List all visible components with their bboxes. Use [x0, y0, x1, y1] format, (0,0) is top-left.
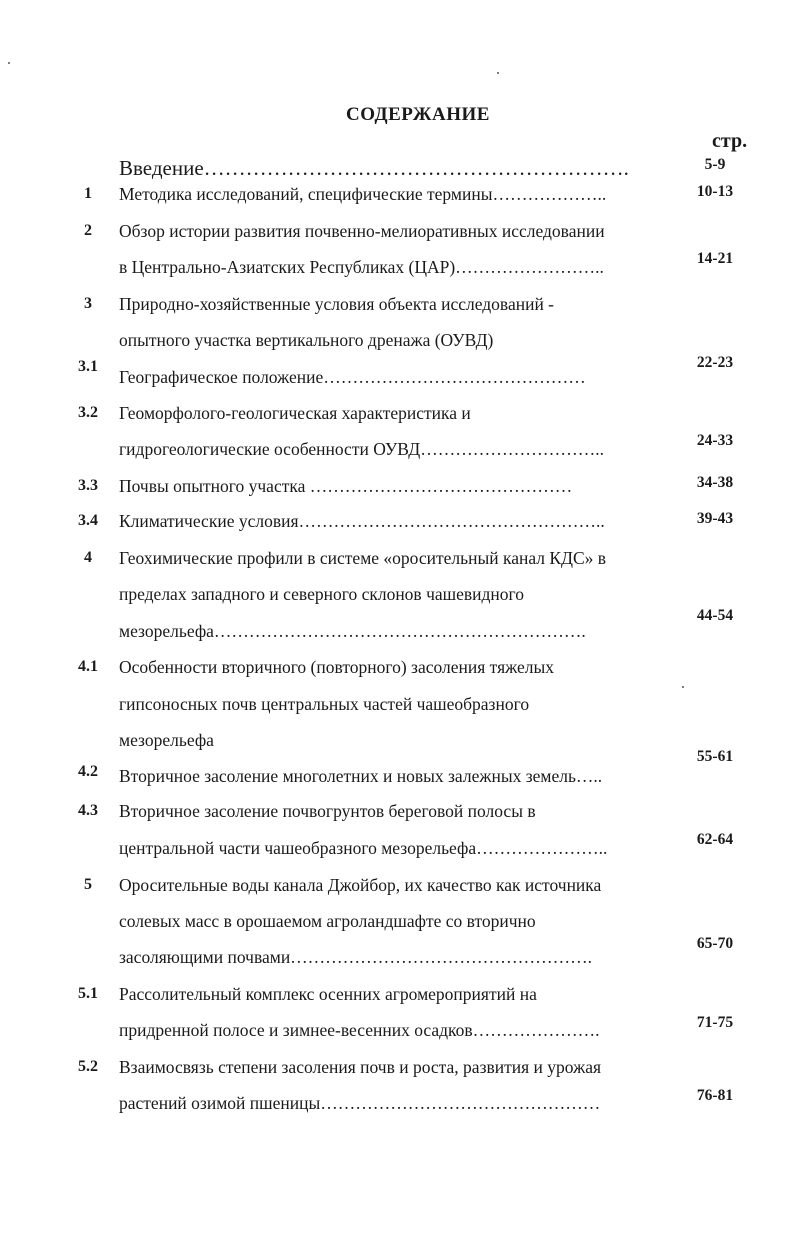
toc-2-number: 2 — [84, 222, 92, 239]
toc-5-text-line1: Оросительные воды канала Джойбор, их качество как источника — [119, 875, 602, 895]
toc-3-1-number: 3.1 — [78, 358, 98, 375]
toc-3-1-pages: 22-23 — [696, 354, 734, 371]
toc-3-4-pages: 39-43 — [696, 510, 734, 527]
toc-5-2-number: 5.2 — [78, 1058, 98, 1075]
toc-4-2-pages: 55-61 — [696, 748, 734, 765]
toc-2-text-line1: Обзор истории развития почвенно-мелиоративных исследовании — [119, 221, 605, 241]
toc-4-3-number: 4.3 — [78, 802, 98, 819]
toc-3-text-line1: Природно-хозяйственные условия объекта исследований - — [119, 294, 555, 314]
toc-4-3-text-line1: Вторичное засоление почвогрунтов береговой полосы в — [119, 801, 536, 821]
toc-3-4-text: Климатические условия…………………………………………….. — [119, 511, 605, 531]
toc-5-2-text-line1: Взаимосвязь степени засоления почв и роста, развития и урожая — [119, 1057, 602, 1077]
toc-5-1-number: 5.1 — [78, 985, 98, 1002]
toc-3-2-text-line2: гидрогеологические особенности ОУВД………………………….. — [119, 439, 604, 459]
toc-4-number: 4 — [84, 549, 92, 566]
toc-4-1-text-line1: Особенности вторичного (повторного) засоления тяжелых — [119, 657, 555, 677]
toc-5-1-text-line2: придренной полосе и зимнее-весенних осадков…………………. — [119, 1020, 600, 1040]
toc-1-pages: 10-13 — [696, 183, 734, 200]
toc-2-pages: 14-21 — [696, 250, 734, 267]
toc-4-1-text-line2: гипсоносных почв центральных частей чашеобразного — [119, 694, 530, 714]
toc-3-3-number: 3.3 — [78, 477, 98, 494]
toc-4-text-line3: мезорельефа………………………………………………………. — [119, 621, 586, 641]
toc-5-number: 5 — [84, 876, 92, 893]
toc-3-text-line2: опытного участка вертикального дренажа (ОУВД) — [119, 330, 494, 350]
toc-1-text: Методика исследований, специфические термины……………….. — [119, 184, 607, 204]
page-title: СОДЕРЖАНИЕ — [346, 104, 490, 125]
toc-4-text-line2: пределах западного и северного склонов чашевидного — [119, 584, 525, 604]
toc-3-1-text: Географическое положение……………………………………… — [119, 367, 586, 387]
scan-speck — [8, 62, 10, 64]
toc-3-number: 3 — [84, 295, 92, 312]
toc-5-pages: 65-70 — [696, 935, 734, 952]
toc-4-2-number: 4.2 — [78, 763, 98, 780]
toc-1-number: 1 — [84, 185, 92, 202]
scan-speck — [497, 72, 499, 74]
toc-5-1-pages: 71-75 — [696, 1014, 734, 1031]
toc-3-2-number: 3.2 — [78, 404, 98, 421]
toc-3-3-text: Почвы опытного участка ……………………………………… — [119, 476, 573, 496]
toc-3-4-number: 3.4 — [78, 512, 98, 529]
scan-speck — [682, 686, 684, 688]
toc-intro-pages: 5-9 — [704, 156, 726, 173]
toc-4-pages: 44-54 — [696, 607, 734, 624]
toc-4-1-number: 4.1 — [78, 658, 98, 675]
toc-4-3-pages: 62-64 — [696, 831, 734, 848]
toc-3-3-pages: 34-38 — [696, 474, 734, 491]
toc-5-1-text-line1: Рассолительный комплекс осенних агромероприятий на — [119, 984, 537, 1004]
toc-intro-text: Введение……………………………………………………. — [119, 156, 629, 180]
toc-5-text-line2: солевых масс в орошаемом агроландшафте со вторично — [119, 911, 536, 931]
toc-4-text-line1: Геохимические профили в системе «оросительный канал КДС» в — [119, 548, 607, 568]
toc-2-text-line2: в Центрально-Азиатских Республиках (ЦАР)…………………….. — [119, 257, 604, 277]
toc-4-1-text-line3: мезорельефа — [119, 730, 214, 750]
pages-column-header: стр. — [712, 130, 748, 152]
toc-4-3-text-line2: центральной части чашеобразного мезорельефа………………….. — [119, 838, 608, 858]
toc-5-2-text-line2: растений озимой пшеницы………………………………………… — [119, 1093, 601, 1113]
toc-5-text-line3: засоляющими почвами……………………………………………. — [119, 947, 593, 967]
toc-3-2-text-line1: Геоморфолого-геологическая характеристика и — [119, 403, 471, 423]
toc-4-2-text: Вторичное засоление многолетних и новых залежных земель….. — [119, 766, 603, 786]
toc-5-2-pages: 76-81 — [696, 1087, 734, 1104]
toc-3-2-pages: 24-33 — [696, 432, 734, 449]
